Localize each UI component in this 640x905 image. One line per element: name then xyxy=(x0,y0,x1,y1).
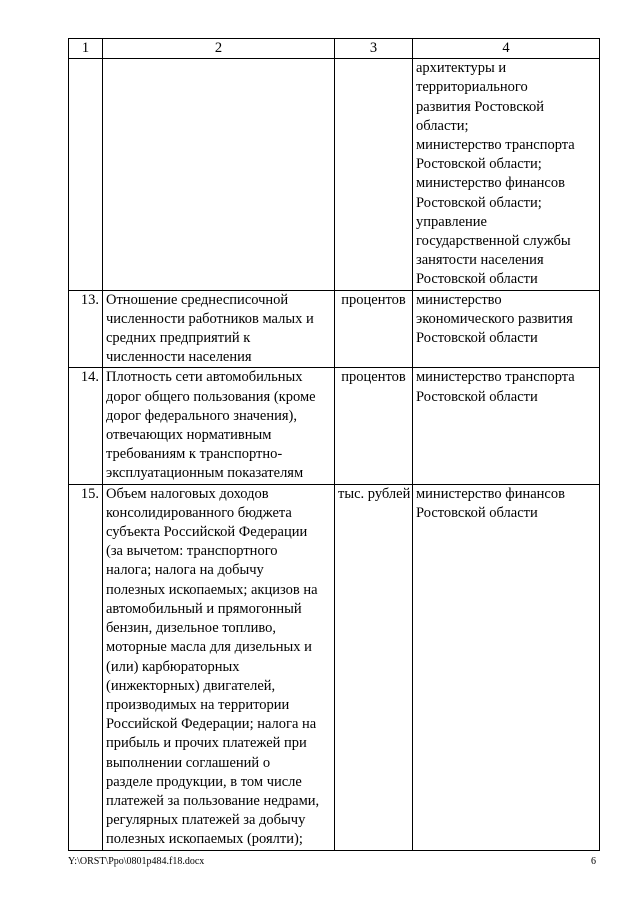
text-line: платежей за пользование недрами, xyxy=(106,792,320,809)
text-line: управление xyxy=(416,213,487,230)
text-line: разделе продукции, в том числе xyxy=(106,773,302,790)
text-line: министерство транспорта xyxy=(416,369,575,386)
footer-page-number: 6 xyxy=(591,856,596,867)
cell-responsible xyxy=(413,59,600,290)
cell-unit: процентов xyxy=(335,368,413,484)
cell-indicator xyxy=(103,59,335,290)
cell-num: 14. xyxy=(69,368,103,484)
text-line: министерство xyxy=(416,291,502,308)
text-line: бензин, дизельное топливо, xyxy=(106,620,277,637)
table-row-continuation xyxy=(69,59,600,290)
text-line: регулярных платежей за добычу xyxy=(106,812,306,829)
text-line: требованиям к транспортно- xyxy=(106,446,283,463)
text-line: полезных ископаемых; акцизов на xyxy=(106,581,318,598)
text-line: (или) карбюраторных xyxy=(106,658,240,675)
text-line: Ростовской области xyxy=(416,504,538,521)
text-line: экономического развития xyxy=(416,310,573,327)
cell-responsible xyxy=(413,368,600,484)
cell-indicator xyxy=(103,290,335,368)
text-line: консолидированного бюджета xyxy=(106,504,292,521)
header-col-2: 2 xyxy=(103,39,335,59)
text-line: автомобильный и прямогонный xyxy=(106,600,302,617)
text-line: министерство финансов xyxy=(416,175,565,192)
text-line: налога; налога на добычу xyxy=(106,562,264,579)
text-line: выполнении соглашений о xyxy=(106,754,271,771)
text-line: Ростовской области xyxy=(416,271,538,288)
cell-indicator xyxy=(103,484,335,850)
text-line: численности населения xyxy=(106,349,252,366)
text-line: Ростовской области xyxy=(416,388,538,405)
text-line: субъекта Российской Федерации xyxy=(106,524,308,541)
text-line: прибыль и прочих платежей при xyxy=(106,735,307,752)
text-line: территориального xyxy=(416,79,528,96)
cell-unit: процентов xyxy=(335,290,413,368)
text-line: области; xyxy=(416,117,469,134)
text-line: отвечающих нормативным xyxy=(106,427,272,444)
cell-indicator xyxy=(103,368,335,484)
text-line: министерство финансов xyxy=(416,485,565,502)
header-col-4: 4 xyxy=(413,39,600,59)
text-line: Плотность сети автомобильных xyxy=(106,369,303,386)
cell-num: 15. xyxy=(69,484,103,850)
cell-num xyxy=(69,59,103,290)
text-line: (инжекторных) двигателей, xyxy=(106,677,276,694)
indicators-table xyxy=(68,38,600,851)
table-row xyxy=(69,368,600,484)
text-line: развития Ростовской xyxy=(416,98,545,115)
text-line: полезных ископаемых (роялти); xyxy=(106,831,303,848)
text-line: занятости населения xyxy=(416,252,544,269)
text-line: Отношение среднесписочной xyxy=(106,291,289,308)
cell-unit: тыс. рублей xyxy=(335,484,413,850)
footer-file-path: Y:\ORST\Ppo\0801p484.f18.docx xyxy=(68,856,205,867)
header-col-3: 3 xyxy=(335,39,413,59)
text-line: архитектуры и xyxy=(416,60,507,77)
text-line: эксплуатационным показателям xyxy=(106,465,304,482)
text-line: производимых на территории xyxy=(106,696,290,713)
text-line: Объем налоговых доходов xyxy=(106,485,269,502)
text-line: (за вычетом: транспортного xyxy=(106,543,278,560)
cell-unit xyxy=(335,59,413,290)
text-line: Ростовской области xyxy=(416,330,538,347)
cell-responsible xyxy=(413,484,600,850)
text-line: Ростовской области; xyxy=(416,194,542,211)
text-line: Ростовской области; xyxy=(416,156,542,173)
text-line: Российской Федерации; налога на xyxy=(106,716,317,733)
text-line: дорог общего пользования (кроме xyxy=(106,388,316,405)
cell-responsible xyxy=(413,290,600,368)
text-line: министерство транспорта xyxy=(416,137,575,154)
text-line: средних предприятий к xyxy=(106,330,251,347)
text-line: численности работников малых и xyxy=(106,310,314,327)
table-header-row xyxy=(69,39,600,59)
cell-num: 13. xyxy=(69,290,103,368)
text-line: государственной службы xyxy=(416,233,571,250)
text-line: моторные масла для дизельных и xyxy=(106,639,312,656)
table-row xyxy=(69,290,600,368)
header-col-1: 1 xyxy=(69,39,103,59)
text-line: дорог федерального значения), xyxy=(106,407,297,424)
table-row xyxy=(69,484,600,850)
